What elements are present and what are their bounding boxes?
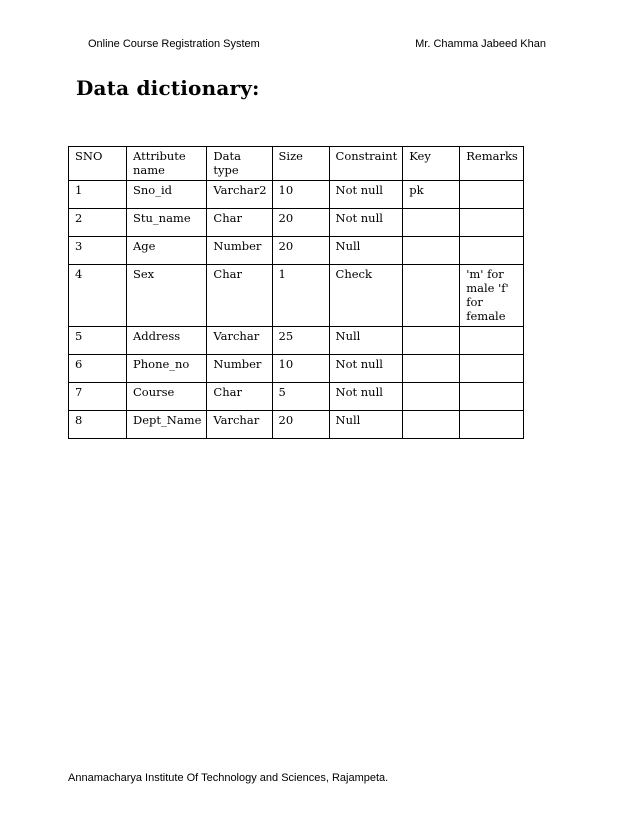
table-cell: Course xyxy=(127,383,207,411)
table-cell xyxy=(403,237,460,265)
table-row xyxy=(69,181,524,209)
table-cell xyxy=(403,355,460,383)
table-cell xyxy=(460,355,524,383)
table-cell: 2 xyxy=(69,209,127,237)
table-cell: Number xyxy=(207,355,272,383)
table-header-row xyxy=(69,147,524,181)
table-cell xyxy=(403,327,460,355)
table-cell: Dept_Name xyxy=(127,411,207,439)
table-cell: 10 xyxy=(272,181,329,209)
table-cell: 1 xyxy=(69,181,127,209)
table-cell: 20 xyxy=(272,411,329,439)
table-cell xyxy=(403,411,460,439)
table-cell: 10 xyxy=(272,355,329,383)
table-cell xyxy=(460,181,524,209)
table-cell: 'm' for male 'f' for female xyxy=(460,265,524,327)
table-cell: Check xyxy=(329,265,403,327)
table-cell xyxy=(403,383,460,411)
table-cell xyxy=(460,383,524,411)
table-cell: Varchar xyxy=(207,411,272,439)
table-cell xyxy=(403,265,460,327)
table-row xyxy=(69,411,524,439)
table-row xyxy=(69,237,524,265)
table-cell: Age xyxy=(127,237,207,265)
table-cell: Not null xyxy=(329,181,403,209)
header-cell: Data type xyxy=(207,147,272,181)
page-title: Data dictionary: xyxy=(76,76,260,100)
table-cell: Null xyxy=(329,237,403,265)
table-cell: 3 xyxy=(69,237,127,265)
table-cell: Varchar xyxy=(207,327,272,355)
table-cell: Char xyxy=(207,209,272,237)
table-cell: 20 xyxy=(272,237,329,265)
table-cell: 25 xyxy=(272,327,329,355)
table-row xyxy=(69,355,524,383)
header-right-text: Mr. Chamma Jabeed Khan xyxy=(415,38,546,50)
table-cell xyxy=(460,327,524,355)
table-cell: 4 xyxy=(69,265,127,327)
table-cell: Sno_id xyxy=(127,181,207,209)
table-row xyxy=(69,327,524,355)
header-cell: Key xyxy=(403,147,460,181)
table-cell xyxy=(460,209,524,237)
table-cell: Not null xyxy=(329,383,403,411)
table-cell: Address xyxy=(127,327,207,355)
table-cell: Char xyxy=(207,383,272,411)
table-cell: 1 xyxy=(272,265,329,327)
table-cell: 7 xyxy=(69,383,127,411)
table-cell: 6 xyxy=(69,355,127,383)
table-cell: Null xyxy=(329,327,403,355)
header-cell: SNO xyxy=(69,147,127,181)
header-cell: Constraint xyxy=(329,147,403,181)
table-cell xyxy=(460,237,524,265)
table-cell: Number xyxy=(207,237,272,265)
table-cell: Not null xyxy=(329,209,403,237)
table-row xyxy=(69,209,524,237)
header-cell: Attribute name xyxy=(127,147,207,181)
table-cell xyxy=(403,209,460,237)
table-row xyxy=(69,383,524,411)
table-cell: 5 xyxy=(69,327,127,355)
table-cell: Char xyxy=(207,265,272,327)
header-cell: Size xyxy=(272,147,329,181)
table-cell: Phone_no xyxy=(127,355,207,383)
table-cell: Sex xyxy=(127,265,207,327)
table-cell: Null xyxy=(329,411,403,439)
table-cell: pk xyxy=(403,181,460,209)
table-cell: 5 xyxy=(272,383,329,411)
table-cell: Varchar2 xyxy=(207,181,272,209)
header-left-text: Online Course Registration System xyxy=(88,38,260,50)
data-dictionary-table xyxy=(68,146,524,439)
table-cell: Not null xyxy=(329,355,403,383)
table-cell: 20 xyxy=(272,209,329,237)
footer-text: Annamacharya Institute Of Technology and Sciences, Rajampeta. xyxy=(68,772,389,784)
table-row xyxy=(69,265,524,327)
table-cell: 8 xyxy=(69,411,127,439)
header-cell: Remarks xyxy=(460,147,524,181)
table-cell xyxy=(460,411,524,439)
table-cell: Stu_name xyxy=(127,209,207,237)
